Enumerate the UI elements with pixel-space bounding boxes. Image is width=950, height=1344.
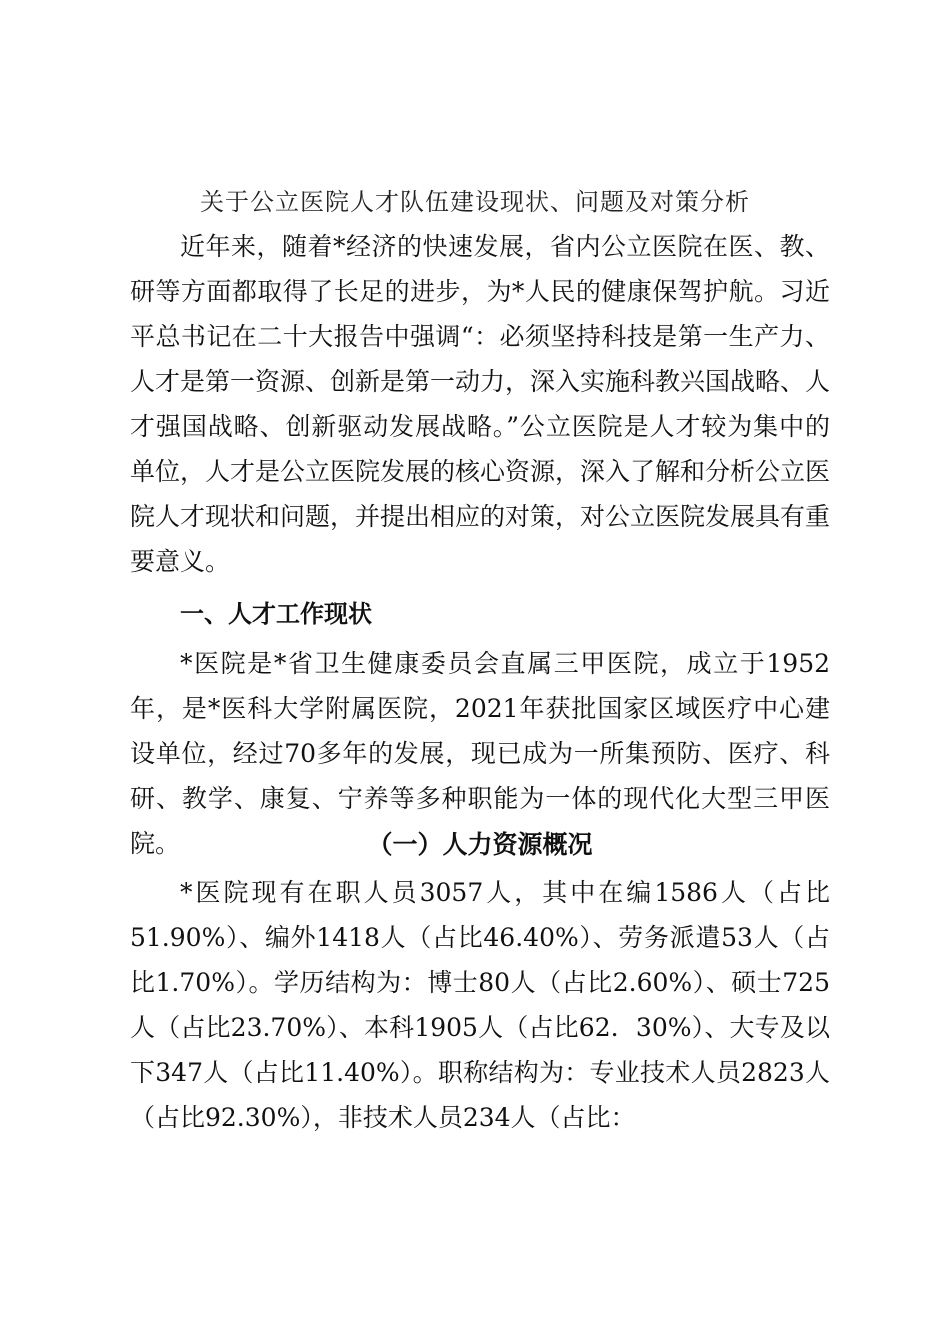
hr-statistics-paragraph: *医院现有在职人员3057人，其中在编1586人（占比51.90%）、编外1418人（占比46.40%）、劳务派遣53人（占比1.70%）。学历结构为：博士80人（占比2.60%）、硕士725人（占比23.70%）、本科1905人（占比62．30%）、大专及以下347人（占比11.40%）。职称结构为：专业技术人员2823人（占比92.30%），非技术人员234人（占比： — [130, 878, 830, 1132]
hospital-overview-paragraph: *医院是*省卫生健康委员会直属三甲医院，成立于1952年，是*医科大学附属医院，2021年获批国家区域医疗中心建设单位，经过70多年的发展，现已成为一所集预防、医疗、科研、教学、康复、宁养等多种职能为一体的现代化大型三甲医院。 — [130, 649, 830, 858]
intro-paragraph: 近年来，随着*经济的快速发展，省内公立医院在医、教、研等方面都取得了长足的进步，为*人民的健康保驾护航。习近平总书记在二十大报告中强调“：必须坚持科技是第一生产力、人才是第一资源、创新是第一动力，深入实施科教兴国战略、人才强国战略、创新驱动发展战略。”公立医院是人才较为集中的单位，人才是公立医院发展的核心资源，深入了解和分析公立医院人才现状和问题，并提出相应的对策，对公立医院发展具有重要意义。 — [130, 232, 831, 576]
document-title: 关于公立医院人才队伍建设现状、问题及对策分析 — [200, 188, 750, 216]
subsection-heading-hr-overview: （一）人力资源概况 — [367, 830, 593, 859]
section-heading-talent-status: 一、人才工作现状 — [180, 600, 372, 628]
